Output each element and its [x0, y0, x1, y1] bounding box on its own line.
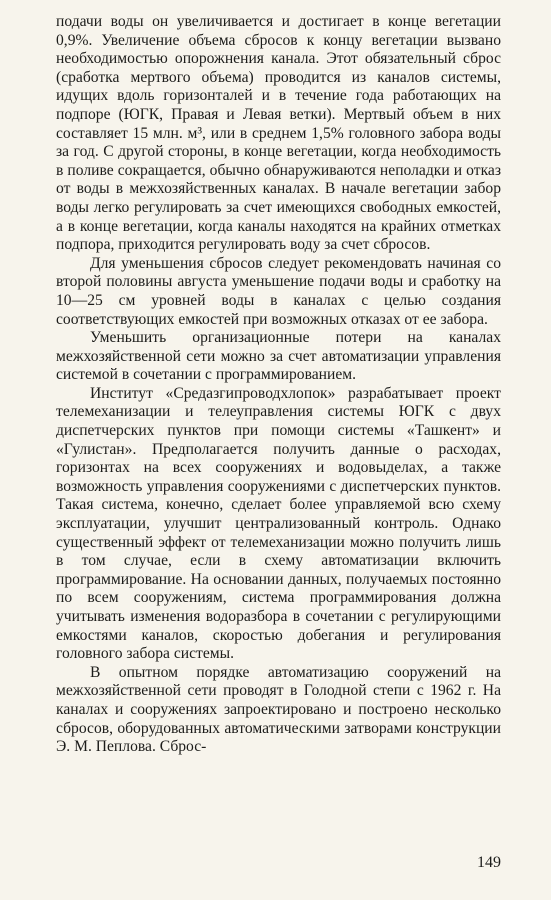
paragraph-reduce-discharges: Для уменьшения сбросов следует рекомендовать начиная со второй половины августа уменьшение подачи воды и сработку на 10—25 см уровней воды в каналах с целью создания соответствующих емкостей при возможных отказах от ее забора.: [56, 254, 501, 328]
paragraph-continued: подачи воды он увеличивается и достигает в конце вегетации 0,9%. Увеличение объема сбросов к концу вегетации вызвано необходимостью опорожнения канала. Этот обязательный сброс (сработка мертвого объема) проводится из каналов системы, идущих вдоль горизонталей и в течение года работающих на подпоре (ЮГК, Правая и Левая ветки). Мертвый объем в них составляет 15 млн. м³, или в среднем 1,5% головного забора воды за год. С другой стороны, в конце вегетации, когда необходимость в поливе сокращается, обычно обнаруживаются неполадки и отказ от воды в межхозяйственных каналах. В начале вегетации забор воды легко регулировать за счет имеющихся свободных емкостей, а в конце вегетации, когда каналы находятся на крайних отметках подпора, приходится регулировать воду за счет сбросов.: [56, 13, 501, 254]
paragraph-organizational-losses: Уменьшить организационные потери на каналах межхозяйственной сети можно за счет автоматизации управления системой в сочетании с программированием.: [56, 329, 501, 384]
paragraph-experimental-automation: В опытном порядке автоматизацию сооружений на межхозяйственной сети проводят в Голодной степи с 1962 г. На каналах и сооружениях запроектировано и построено несколько сбросов, оборудованных автоматическими затворами конструкции Э. М. Пеплова. Сброс-: [56, 663, 501, 756]
page-number: 149: [477, 854, 501, 871]
paragraph-telemechanization: Институт «Средазгипроводхлопок» разрабатывает проект телемеханизации и телеуправления системы ЮГК с двух диспетчерских пунктов при помощи системы «Ташкент» и «Гулистан». Предполагается получить данные о расходах, горизонтах на всех сооружениях и водовыделах, а также возможность управления сооружениями с диспетчерских пунктов. Такая система, конечно, сделает более управляемой всю схему эксплуатации, улучшит централизованный контроль. Однако существенный эффект от телемеханизации можно получить лишь в том случае, если в схему автоматизации включить программирование. На основании данных, получаемых постоянно по всем сооружениям, система программирования должна учитывать изменения водоразбора в сочетании с регулирующими емкостями каналов, скоростью добегания и регулирования головного забора системы.: [56, 384, 501, 663]
